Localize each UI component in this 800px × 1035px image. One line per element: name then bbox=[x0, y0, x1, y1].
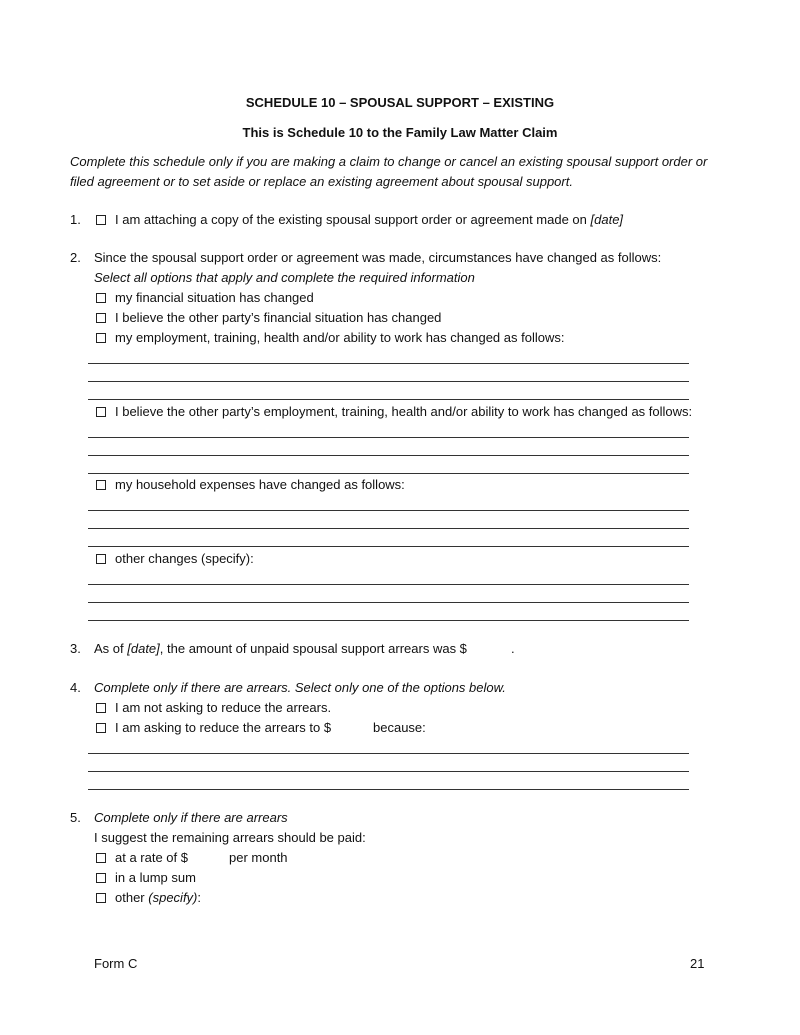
financial-changed-label: my financial situation has changed bbox=[115, 290, 314, 305]
household-changed-checkbox[interactable] bbox=[96, 480, 106, 490]
item-4-number: 4. bbox=[70, 680, 81, 695]
item-3-date-placeholder: [date] bbox=[127, 641, 160, 656]
other-changes-option bbox=[96, 551, 254, 566]
other-financial-changed-label: I believe the other party’s financial situation has changed bbox=[115, 310, 442, 325]
instructions-line-2: filed agreement or to set aside or replace an existing agreement about spousal support. bbox=[70, 174, 573, 189]
reduce-arrears-label: I am asking to reduce the arrears to $ bbox=[115, 720, 332, 735]
lump-sum-option bbox=[96, 870, 196, 885]
reduce-arrears-option bbox=[96, 720, 331, 735]
item-5-text: I suggest the remaining arrears should be paid: bbox=[94, 830, 366, 845]
employment-answer-line-3[interactable] bbox=[88, 399, 689, 400]
item-1-label: I am attaching a copy of the existing spousal support order or agreement made on bbox=[115, 212, 587, 227]
household-changed-option bbox=[96, 477, 405, 492]
other-employment-changed-option bbox=[96, 404, 692, 419]
other-changes-answer-line-3[interactable] bbox=[88, 620, 689, 621]
other-financial-changed-option bbox=[96, 310, 441, 325]
household-answer-line-2[interactable] bbox=[88, 528, 689, 529]
other-payment-label: other bbox=[115, 890, 145, 905]
rate-label: at a rate of $ bbox=[115, 850, 188, 865]
rate-checkbox[interactable] bbox=[96, 853, 106, 863]
other-employment-answer-line-3[interactable] bbox=[88, 473, 689, 474]
not-reduce-arrears-option bbox=[96, 700, 331, 715]
employment-changed-checkbox[interactable] bbox=[96, 333, 106, 343]
other-changes-answer-line-2[interactable] bbox=[88, 602, 689, 603]
financial-changed-checkbox[interactable] bbox=[96, 293, 106, 303]
other-changes-label: other changes (specify): bbox=[115, 551, 254, 566]
reduce-reason-line-3[interactable] bbox=[88, 789, 689, 790]
employment-answer-line-1[interactable] bbox=[88, 363, 689, 364]
other-changes-answer-line-1[interactable] bbox=[88, 584, 689, 585]
item-3-number: 3. bbox=[70, 641, 81, 656]
other-payment-colon: : bbox=[197, 890, 202, 905]
household-answer-line-3[interactable] bbox=[88, 546, 689, 547]
employment-changed-label: my employment, training, health and/or ability to work has changed as follows: bbox=[115, 330, 565, 345]
form-label: Form C bbox=[94, 956, 138, 971]
item-2-instruction: Select all options that apply and complete the required information bbox=[94, 270, 475, 285]
other-payment-option bbox=[96, 890, 201, 905]
schedule-subtitle: This is Schedule 10 to the Family Law Matter Claim bbox=[242, 125, 558, 140]
instructions-line-1: Complete this schedule only if you are making a claim to change or cancel an existing spousal support order or bbox=[70, 154, 708, 169]
other-employment-changed-checkbox[interactable] bbox=[96, 407, 106, 417]
page-number: 21 bbox=[690, 956, 705, 971]
per-month-label: per month bbox=[229, 850, 288, 865]
lump-sum-checkbox[interactable] bbox=[96, 873, 106, 883]
item-2-text: Since the spousal support order or agreement was made, circumstances have changed as follows: bbox=[94, 250, 662, 265]
item-1-number: 1. bbox=[70, 212, 81, 227]
attach-copy-checkbox[interactable] bbox=[96, 215, 106, 225]
financial-changed-option bbox=[96, 290, 314, 305]
schedule-title: SCHEDULE 10 – SPOUSAL SUPPORT – EXISTING bbox=[245, 95, 555, 110]
other-payment-specify: (specify) bbox=[148, 890, 198, 905]
not-reduce-arrears-checkbox[interactable] bbox=[96, 703, 106, 713]
item-1-date-placeholder: [date] bbox=[590, 212, 624, 227]
other-employment-changed-label: I believe the other party’s employment, training, health and/or ability to work has changed as follows: bbox=[115, 404, 693, 419]
household-changed-label: my household expenses have changed as follows: bbox=[115, 477, 405, 492]
reduce-arrears-because: because: bbox=[373, 720, 426, 735]
item-3-period: . bbox=[511, 641, 515, 656]
item-1-option bbox=[96, 212, 623, 227]
other-employment-answer-line-1[interactable] bbox=[88, 437, 689, 438]
item-3-prefix: As of bbox=[94, 641, 124, 656]
reduce-reason-line-1[interactable] bbox=[88, 753, 689, 754]
reduce-arrears-checkbox[interactable] bbox=[96, 723, 106, 733]
item-2-number: 2. bbox=[70, 250, 81, 265]
employment-answer-line-2[interactable] bbox=[88, 381, 689, 382]
reduce-reason-line-2[interactable] bbox=[88, 771, 689, 772]
other-payment-checkbox[interactable] bbox=[96, 893, 106, 903]
lump-sum-label: in a lump sum bbox=[115, 870, 196, 885]
item-4-instruction: Complete only if there are arrears. Select only one of the options below. bbox=[94, 680, 506, 695]
employment-changed-option bbox=[96, 330, 564, 345]
other-changes-checkbox[interactable] bbox=[96, 554, 106, 564]
item-3-body: , the amount of unpaid spousal support arrears was $ bbox=[159, 641, 467, 656]
item-5-instruction: Complete only if there are arrears bbox=[94, 810, 288, 825]
item-5-number: 5. bbox=[70, 810, 81, 825]
item-3-text bbox=[94, 641, 467, 656]
rate-option bbox=[96, 850, 188, 865]
other-employment-answer-line-2[interactable] bbox=[88, 455, 689, 456]
other-financial-changed-checkbox[interactable] bbox=[96, 313, 106, 323]
household-answer-line-1[interactable] bbox=[88, 510, 689, 511]
not-reduce-arrears-label: I am not asking to reduce the arrears. bbox=[115, 700, 332, 715]
